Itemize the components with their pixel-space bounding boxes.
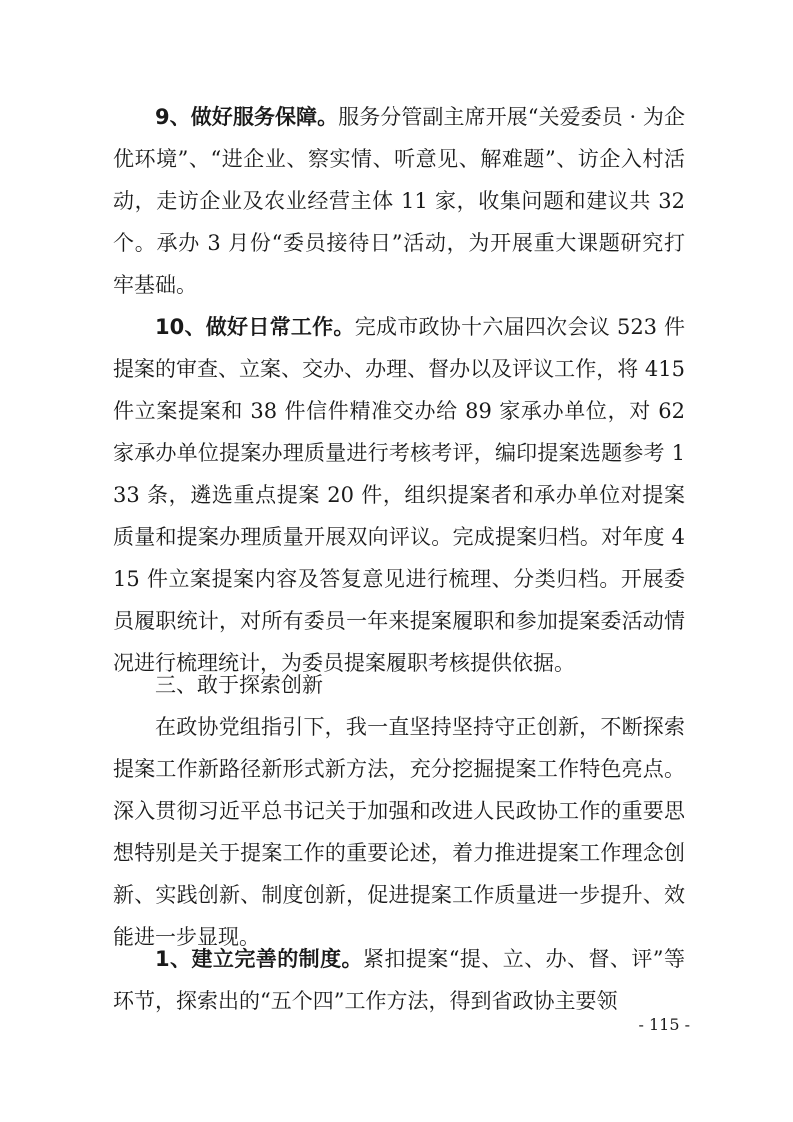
paragraph-lead: 10、做好日常工作。 bbox=[155, 315, 355, 339]
paragraph-body: 完成市政协十六届四次会议 523 件提案的审查、立案、交办、办理、督办以及评议工作，将 415 件立案提案和 38 件信件精准交办给 89 家承办单位，对 62 家承办单位提案办理质量进行考核考评，编印提案选题参考 133 条，遴选重点提案 20 件，组织提案者和承办单位对提案质量和提案办理质量开展双向评议。完成提案归档。对年度 415 件立案提案内容及答复意见进行梳理、分类归档。开展委员履职统计，对所有委员一年来提案履职和参加提案委活动情况进行梳理统计，为委员提案履职考核提供依据。 bbox=[113, 315, 685, 675]
paragraph-establish-system bbox=[113, 938, 685, 1022]
paragraph-lead: 1、建立完善的制度。 bbox=[155, 947, 363, 971]
page-number: - 115 - bbox=[638, 1015, 690, 1034]
paragraph-lead: 9、做好服务保障。 bbox=[155, 105, 339, 129]
section-heading: 三、敢于探索创新 bbox=[155, 673, 323, 697]
paragraph-body: 在政协党组指引下，我一直坚持坚持守正创新，不断探索提案工作新路径新形式新方法，充分挖掘提案工作特色亮点。深入贯彻习近平总书记关于加强和改进人民政协工作的重要思想特别是关于提案工作的重要论述，着力推进提案工作理念创新、实践创新、制度创新，促进提案工作质量进一步提升、效能进一步显现。 bbox=[113, 715, 685, 949]
paragraph-daily-work bbox=[113, 306, 685, 684]
paragraph-body: 服务分管副主席开展“关爱委员 · 为企优环境”、“进企业、察实情、听意见、解难题”、访企入村活动，走访企业及农业经营主体 11 家，收集问题和建议共 32 个。承办 3 月份“委员接待日”活动，为开展重大课题研究打牢基础。 bbox=[113, 105, 685, 297]
paragraph-innovation-intro bbox=[113, 706, 685, 958]
paragraph-body: 紧扣提案“提、立、办、督、评”等环节，探索出的“五个四”工作方法，得到省政协主要领 bbox=[113, 947, 685, 1013]
paragraph-service-guarantee bbox=[113, 96, 685, 306]
